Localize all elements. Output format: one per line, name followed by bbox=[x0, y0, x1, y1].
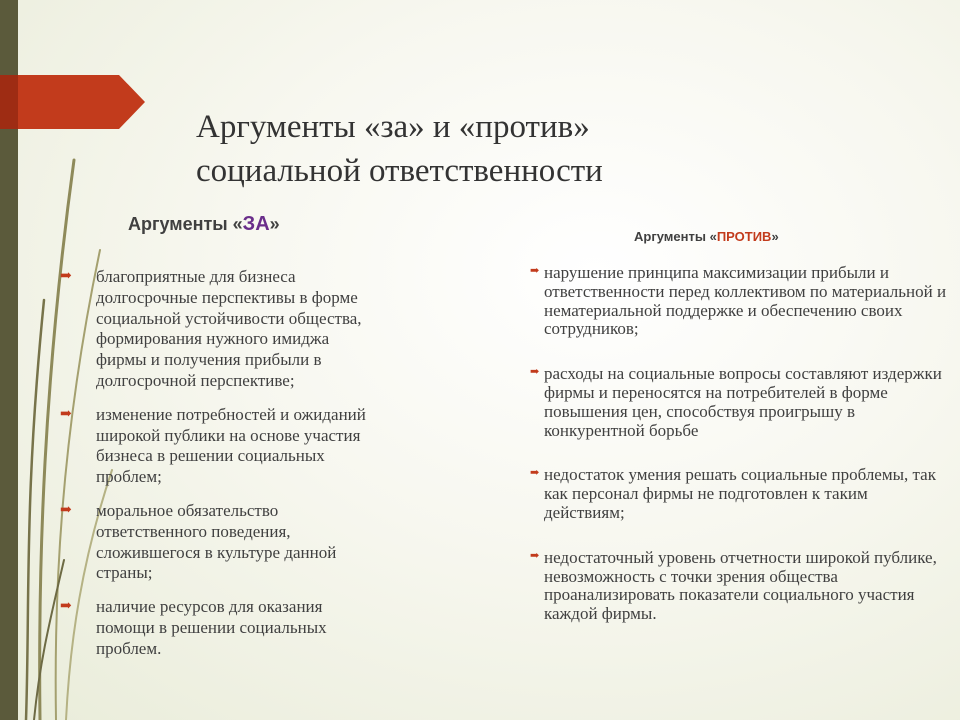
list-item bbox=[60, 405, 380, 488]
bullet-icon: ➡ bbox=[60, 502, 72, 518]
list-item-text: расходы на социальные вопросы составляют издержки фирмы и переносятся на потребителей в форме повышения цен, способствуя проигрышу в конкурентной борьбе bbox=[544, 364, 942, 440]
bullet-icon: ➡ bbox=[60, 599, 72, 615]
list-item-text: наличие ресурсов для оказания помощи в решении социальных проблем. bbox=[96, 597, 327, 658]
slide-title bbox=[196, 105, 916, 193]
heading-za bbox=[128, 213, 280, 236]
list-item bbox=[60, 501, 380, 584]
bullet-icon: ➡ bbox=[530, 549, 540, 562]
bullet-icon: ➡ bbox=[530, 265, 540, 277]
heading-protiv-prefix: Аргументы « bbox=[634, 229, 717, 244]
bullet-icon: ➡ bbox=[530, 366, 540, 379]
list-item-text: изменение потребностей и ожиданий широкой публики на основе участия бизнеса в решении социальных проблем; bbox=[96, 404, 366, 487]
heading-za-suffix: » bbox=[269, 214, 280, 234]
list-item-text: моральное обязательство ответственного поведения, сложившегося в культуре данной страны; bbox=[96, 500, 337, 583]
arguments-za-list bbox=[60, 267, 380, 673]
list-item-text: недостаток умения решать социальные проблемы, так как персонал фирмы не подготовлен к таким действиям; bbox=[544, 465, 936, 522]
list-item-text: недостаточный уровень отчетности широкой публике, невозможность с точки зрения общества проанализировать показатели социального участия каждой фирмы. bbox=[544, 547, 937, 624]
list-item bbox=[60, 597, 380, 659]
list-item-text: нарушение принципа максимизации прибыли и ответственности перед коллективом по материальной и нематериальной поддержке и обеспечению своих сотрудников; bbox=[544, 263, 947, 339]
list-item bbox=[530, 365, 950, 440]
heading-za-accent: ЗА bbox=[242, 213, 270, 235]
list-item-text: благоприятные для бизнеса долгосрочные перспективы в форме социальной устойчивости общества, формирования нужного имиджа фирмы и получения прибыли в долгосрочной перспективе; bbox=[96, 267, 362, 390]
bullet-icon: ➡ bbox=[530, 467, 540, 480]
arguments-protiv-list bbox=[530, 264, 950, 650]
list-item bbox=[530, 549, 950, 624]
list-item bbox=[60, 267, 380, 392]
heading-protiv bbox=[634, 229, 779, 244]
list-item bbox=[530, 264, 950, 339]
list-item bbox=[530, 466, 950, 522]
heading-protiv-suffix: » bbox=[771, 229, 779, 244]
heading-za-prefix: Аргументы « bbox=[128, 214, 243, 234]
title-line-2: социальной ответственности bbox=[196, 153, 603, 189]
title-line-1: Аргументы «за» и «против» bbox=[196, 109, 590, 145]
bullet-icon: ➡ bbox=[60, 269, 72, 284]
bullet-icon: ➡ bbox=[60, 406, 72, 422]
heading-protiv-accent: ПРОТИВ bbox=[716, 229, 772, 244]
